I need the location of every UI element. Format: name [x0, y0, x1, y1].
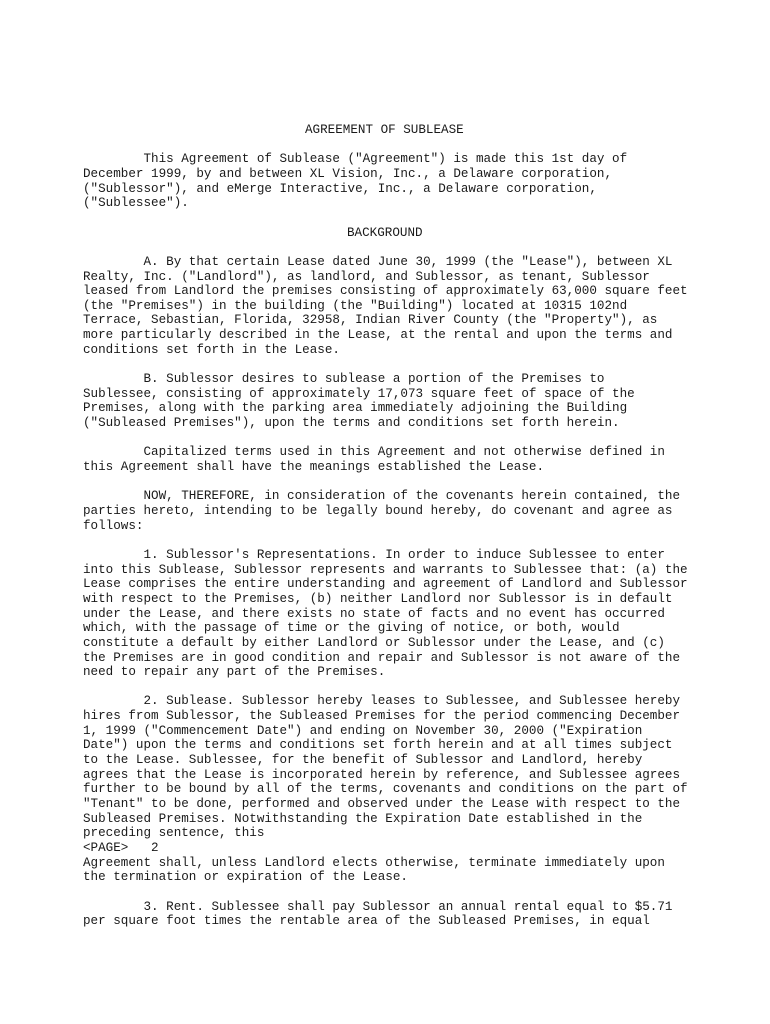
intro-paragraph: [83, 152, 723, 211]
text-line: under the Lease, and there exists no state of facts and no event has occurred: [83, 606, 665, 621]
page-marker: <PAGE> 2: [83, 841, 159, 856]
section-1-representations: [83, 548, 723, 680]
text-line: hires from Sublessor, the Subleased Premises for the period commencing December: [83, 709, 681, 724]
text-line: Date") upon the terms and conditions set forth herein and at all times subject: [83, 738, 673, 753]
section-2-sublease: [83, 694, 723, 841]
text-line: Capitalized terms used in this Agreement and not otherwise defined in: [83, 445, 665, 460]
text-line: follows:: [83, 518, 144, 533]
text-line: to the Lease. Sublessee, for the benefit of Sublessor and Landlord, hereby: [83, 753, 643, 768]
text-line: B. Sublessor desires to sublease a portion of the Premises to: [83, 372, 605, 387]
text-line: ("Sublessor"), and eMerge Interactive, Inc., a Delaware corporation,: [83, 181, 597, 196]
paragraph-b: [83, 372, 723, 431]
text-line: 2. Sublease. Sublessor hereby leases to Sublessee, and Sublessee hereby: [83, 694, 681, 709]
text-line: Subleased Premises. Notwithstanding the Expiration Date established in the: [83, 811, 643, 826]
text-line: more particularly described in the Lease, at the rental and upon the terms and: [83, 328, 673, 343]
text-line: (the "Premises") in the building (the "Building") located at 10315 102nd: [83, 298, 628, 313]
now-therefore-paragraph: [83, 489, 723, 533]
capitalized-terms-paragraph: [83, 445, 723, 474]
text-line: This Agreement of Sublease ("Agreement") is made this 1st day of: [83, 152, 628, 167]
document-title: AGREEMENT OF SUBLEASE: [305, 123, 464, 137]
text-line: 1, 1999 ("Commencement Date") and ending on November 30, 2000 ("Expiration: [83, 723, 643, 738]
text-line: "Tenant" to be done, performed and observed under the Lease with respect to the: [83, 797, 681, 812]
document-page: [83, 123, 723, 929]
text-line: ("Subleased Premises"), upon the terms and conditions set forth herein.: [83, 416, 620, 431]
text-line: Lease comprises the entire understanding and agreement of Landlord and Sublessor: [83, 577, 688, 592]
text-line: Agreement shall, unless Landlord elects otherwise, terminate immediately upon: [83, 855, 665, 870]
text-line: which, with the passage of time or the giving of notice, or both, would: [83, 621, 620, 636]
text-line: Realty, Inc. ("Landlord"), as landlord, and Sublessor, as tenant, Sublessor: [83, 269, 650, 284]
text-line: Sublessee, consisting of approximately 17,073 square feet of space of the: [83, 386, 635, 401]
text-line: further to be bound by all of the terms, covenants and conditions on the part of: [83, 782, 688, 797]
text-line: this Agreement shall have the meanings established the Lease.: [83, 460, 545, 475]
text-line: A. By that certain Lease dated June 30, 1999 (the "Lease"), between XL: [83, 254, 673, 269]
section-3-rent: [83, 900, 723, 929]
text-line: conditions set forth in the Lease.: [83, 342, 340, 357]
text-line: preceding sentence, this: [83, 826, 265, 841]
text-line: NOW, THEREFORE, in consideration of the covenants herein contained, the: [83, 489, 681, 504]
text-line: constitute a default by either Landlord or Sublessor under the Lease, and (c): [83, 635, 665, 650]
text-line: the Premises are in good condition and repair and Sublessor is not aware of the: [83, 650, 681, 665]
background-heading: BACKGROUND: [347, 225, 423, 240]
text-line: with respect to the Premises, (b) neither Landlord nor Sublessor is in default: [83, 591, 673, 606]
section-2-continuation: [83, 856, 723, 885]
text-line: need to repair any part of the Premises.: [83, 665, 386, 680]
text-line: the termination or expiration of the Lease.: [83, 870, 408, 885]
text-line: 3. Rent. Sublessee shall pay Sublessor an annual rental equal to $5.71: [83, 899, 673, 914]
text-line: into this Sublease, Sublessor represents and warrants to Sublessee that: (a) the: [83, 562, 688, 577]
text-line: December 1999, by and between XL Vision, Inc., a Delaware corporation,: [83, 166, 613, 181]
text-line: leased from Landlord the premises consisting of approximately 63,000 square feet: [83, 284, 688, 299]
paragraph-a: [83, 255, 723, 358]
text-line: ("Sublessee").: [83, 196, 189, 211]
text-line: parties hereto, intending to be legally bound hereby, do covenant and agree as: [83, 503, 673, 518]
text-line: Terrace, Sebastian, Florida, 32958, Indian River County (the "Property"), as: [83, 313, 658, 328]
text-line: Premises, along with the parking area immediately adjoining the Building: [83, 401, 628, 416]
text-line: 1. Sublessor's Representations. In order to induce Sublessee to enter: [83, 547, 665, 562]
text-line: per square foot times the rentable area of the Subleased Premises, in equal: [83, 914, 650, 929]
text-line: agrees that the Lease is incorporated herein by reference, and Sublessee agrees: [83, 767, 681, 782]
